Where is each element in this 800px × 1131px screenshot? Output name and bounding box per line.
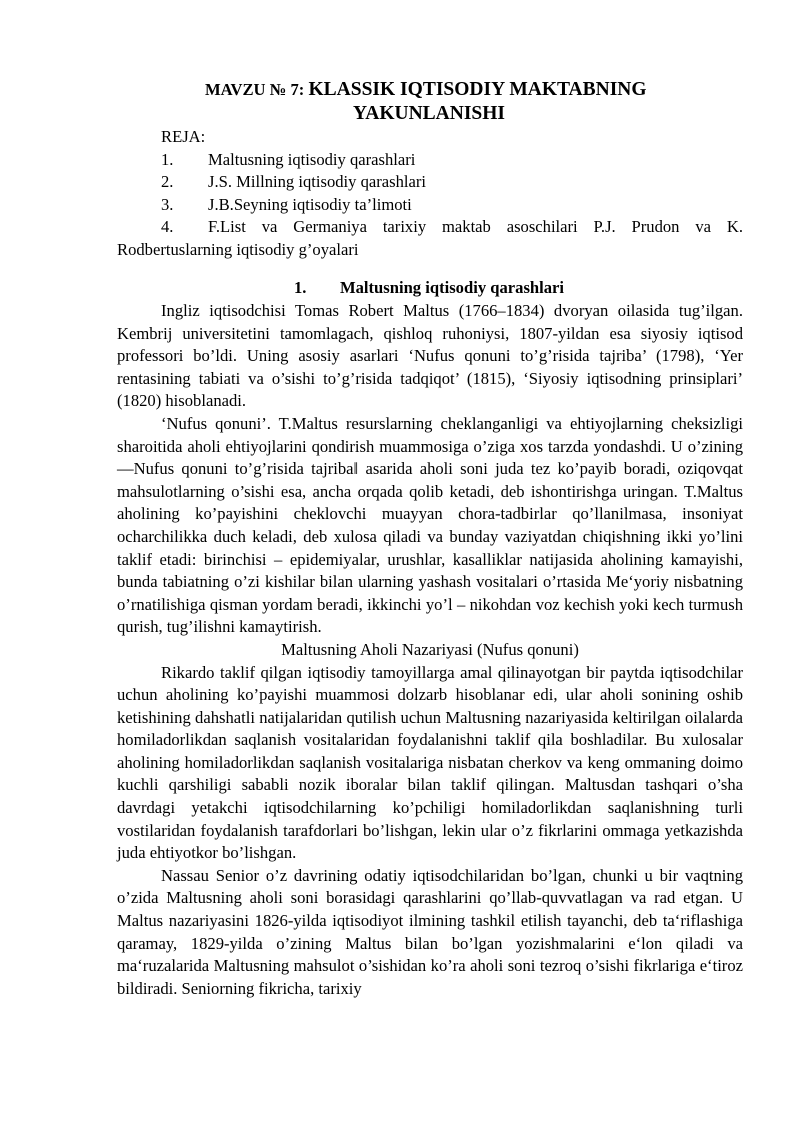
body-text [117,300,743,1000]
plan-item-continuation: Rodbertuslarning iqtisodiy g’oyalari [117,239,359,259]
paragraph: Nassau Senior o’z davrining odatiy iqtisodchilaridan bo’lgan, chunki u bir vaqtning o’zida Maltusning aholi soni borasidagi qarashlarini qo’llab-quvvatlagan va rad etgan. U Maltus nazariyasini 1826-yilda iqtisodiyot ilmining tashkil etilish tayanchi, deb ta‘riflashiga qaramay, 1829-yilda o’zining Maltus bilan bo’lgan yozishmalarini e‘lon qiladi va ma‘ruzalarida Maltusning mahsulot o’sishidan ko’ra aholi soni tezroq o’sishi fikrlariga e‘tiroz bildiradi. Seniorning fikricha, tarixiy [117,865,743,998]
plan-item [117,194,743,217]
plan-item-text: J.S. Millning iqtisodiy qarashlari [208,172,427,192]
paragraph: Rikardo taklif qilgan iqtisodiy tamoyillarga amal qilinayotgan bir paytda iqtisodchilar uchun aholining ko’payishi muammosi dolzarb hisoblanar edi, ular aholi sonining oshib ketishining dahshatli natijalaridan qutilish uchun Maltusning nazariyasida keltirilgan oilalarda homiladorlikdan saqlanish vositalaridan foydalanishni taklif qila boshladilar. Bu xulosalar aholining homiladorlikdan saqlanish vositalariga nisbatan cherkov va keng ommaning doimo kuchli qarshiligi sababli nozik iboralar bilan taklif qilingan. Maltusdan tashqari o’sha davrdagi yetakchi iqtisodchilarning ko’pchiligi homiladorlikdan saqlanishning turli vostilaridan foydalanish tarafdorlari bo’lishgan, lekin ular o’z fikrlarini ommaga yetkazishda juda ehtiyotkor bo’lishgan. [117,662,743,863]
plan-item-number: 1. [161,149,174,169]
section-number: 1. [293,278,307,297]
plan-item [117,171,743,194]
topic-title-line2: YAKUNLANISHI [352,103,506,124]
paragraph: Ingliz iqtisodchisi Tomas Robert Maltus (1766–1834) dvoryan oilasida tug’ilgan. Kembrij universitetini tamomlagach, qishloq ruhoniysi, 1807-yildan esa siyosiy iqtisod professori bo’ldi. Uning asosiy asarlari ‘Nufus qonuni to’g’risida tajriba’ (1798), ‘Yer rentasining tabiati va o’sishi to’g’risida tadqiqot’ (1815), ‘Siyosiy iqtisodning prinsiplari’ (1820) hisoblanadi. [117,301,743,411]
paragraph: ‘Nufus qonuni’. T.Maltus resurslarning cheklanganligi va ehtiyojlarning cheksizligi sharoitida aholi ehtiyojlarini qondirish muammosiga o’ziga xos tarzda yondashdi. U o’zining ―Nufus qonuni to’g’risida tajriba‖ asarida aholi soni juda tez ko’payib boradi, oziqovqat mahsulotlarning o’sishi esa, ancha orqada qolib ketadi, deb ishontirishga uringan. T.Maltus aholining ko’payishini cheklovchi muayyan chora-tadbirlar qo’llanilmasa, insoniyat ocharchilikka duch keladi, deb xulosa qiladi va bunday vaziyatdan chiqishning ikki yo’lini taklif etadi: birinchisi – epidemiyalar, urushlar, kasalliklar natijasida aholining kamayishi, bunda tabiatning o’zi kishilar bilan ularning yashash vositalari o’rtasida Me‘yoriy nisbatning o’rnatilishiga qisman yordam beradi, ikkinchi yo’l – nikohdan voz kechish yoki kech turmush qurish, tug’ilishni kamaytirish. [117,413,743,637]
subheading: Maltusning Aholi Nazariyasi (Nufus qonuni) [281,639,579,659]
plan-item-text: J.B.Seyning iqtisodiy ta’limoti [208,194,412,214]
topic-title-line1 [205,78,765,102]
topic-number: MAVZU № 7: [205,80,309,99]
plan-heading: REJA: [161,127,206,146]
plan-item [117,216,743,239]
plan-item-text: Maltusning iqtisodiy qarashlari [208,149,416,169]
topic-title-text: KLASSIK IQTISODIY MAKTABNING [308,79,647,100]
section-title: Maltusning iqtisodiy qarashlari [339,278,565,297]
plan-item-text: F.List va Germaniya tarixiy maktab asoschilari P.J. Prudon va K. [208,217,743,237]
plan-item-number: 4. [161,217,174,237]
plan-item-number: 2. [161,172,174,192]
section-heading [0,277,800,300]
plan-item-number: 3. [161,194,174,214]
plan-section [117,126,743,262]
plan-item [117,149,743,172]
